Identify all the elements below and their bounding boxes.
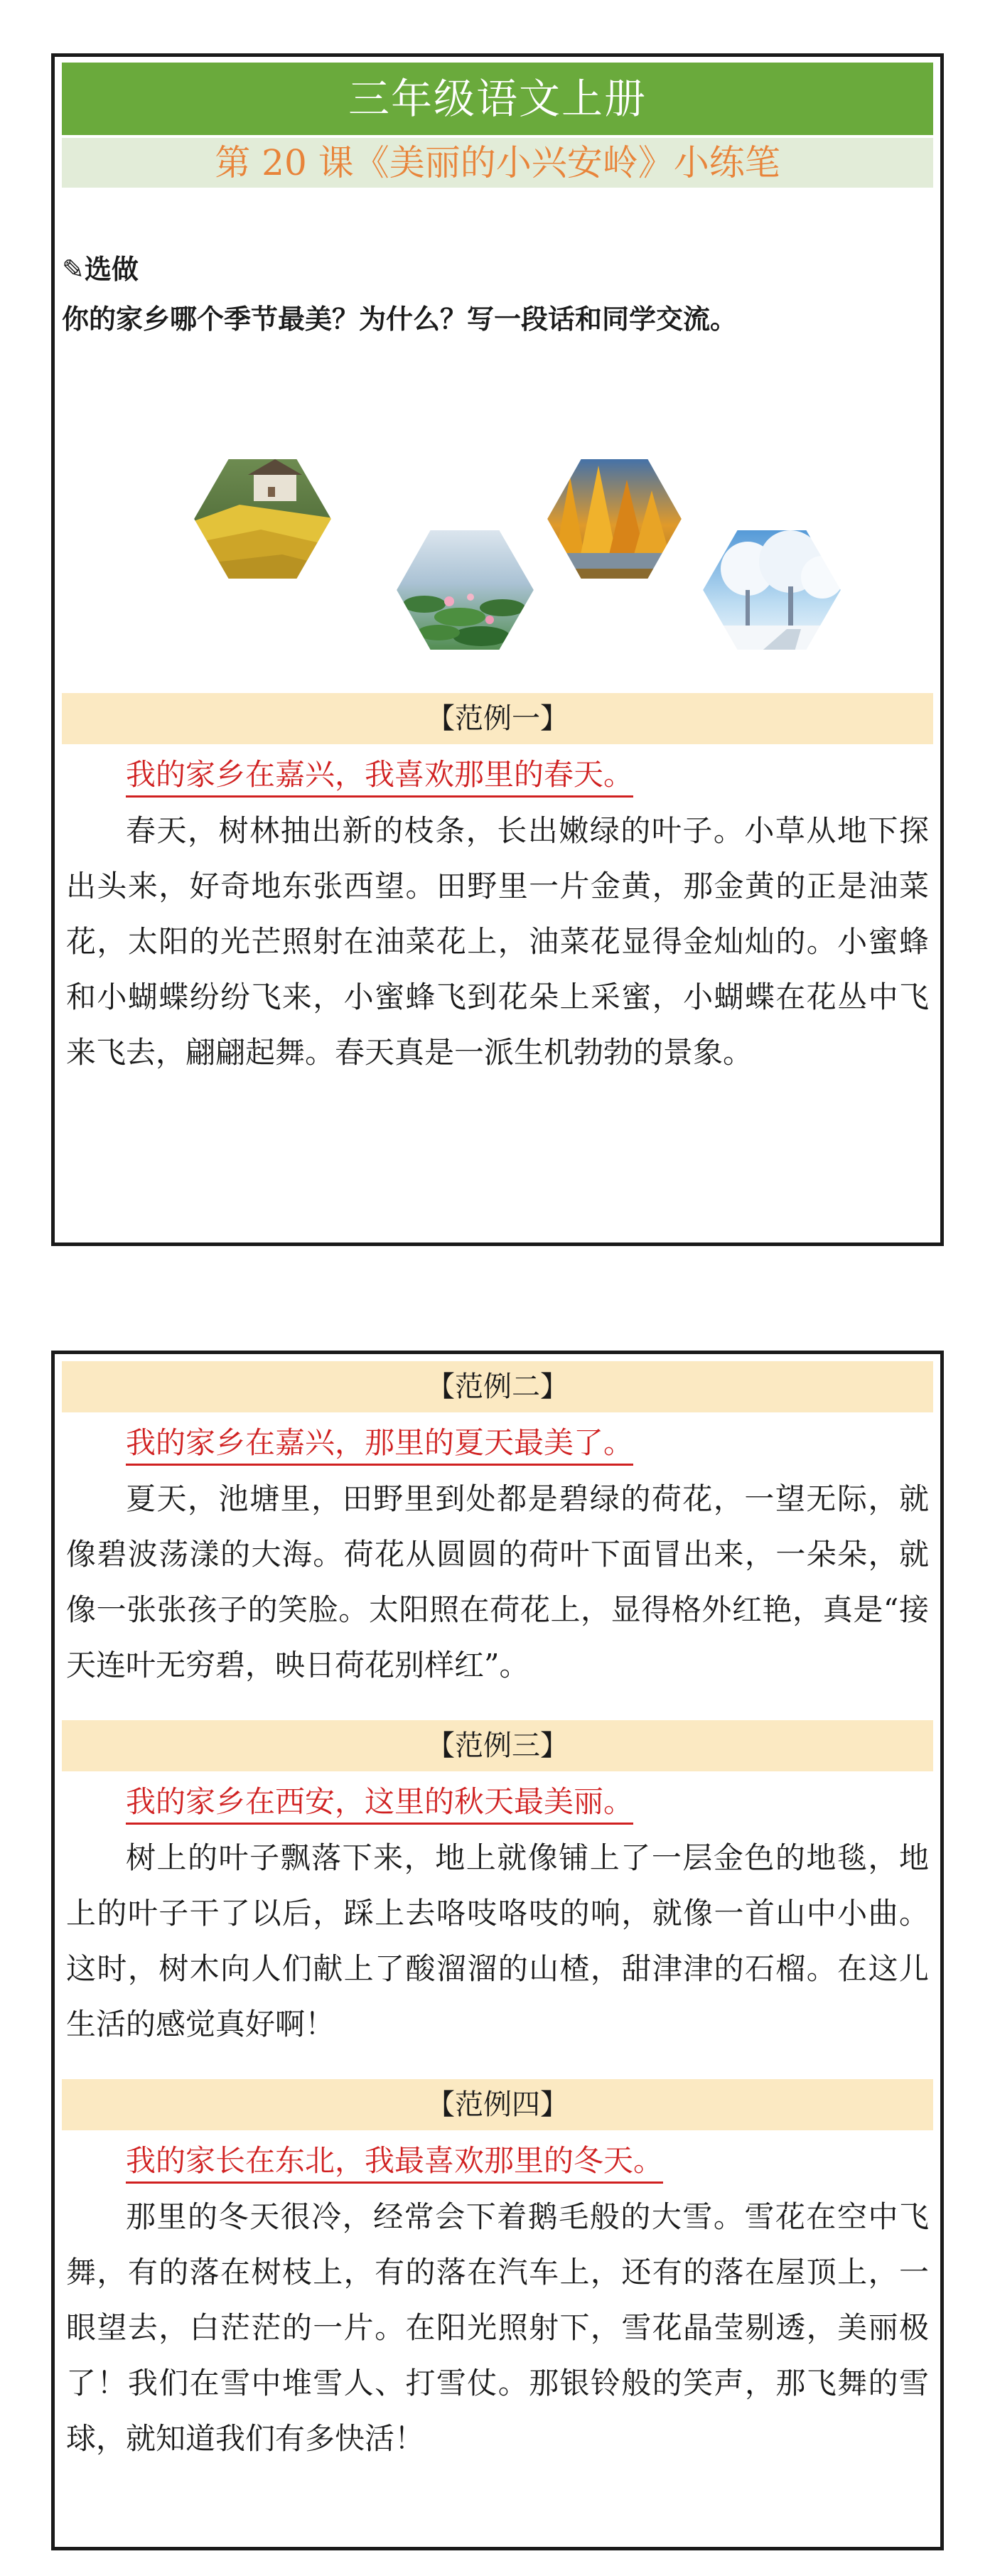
example-2-body: 夏天，池塘里，田野里到处都是碧绿的荷花，一望无际，就像碧波荡漾的大海。荷花从圆圆的荷叶下面冒出来，一朵朵，就像一张张孩子的笑脸。太阳照在荷花上，显得格外红艳，真是“接天连叶无穷碧，映日荷花别样红”。 <box>66 1481 929 1683</box>
example-3-heading: 【范例三】 <box>62 1720 933 1771</box>
example-3-body: 树上的叶子飘落下来，地上就像铺上了一层金色的地毯，地上的叶子干了以后，踩上去咯吱咯吱的响，就像一首山中小曲。这时，树木向人们献上了酸溜溜的山楂，甜津津的石榴。在这儿生活的感觉真好啊！ <box>66 1840 929 2041</box>
example-4-body: 那里的冬天很冷，经常会下着鹅毛般的大雪。雪花在空中飞舞，有的落在树枝上，有的落在汽车上，还有的落在屋顶上，一眼望去，白茫茫的一片。在阳光照射下，雪花晶莹剔透，美丽极了！我们在雪中堆雪人、打雪仗。那银铃般的笑声，那飞舞的雪球，就知道我们有多快活！ <box>66 2199 929 2456</box>
winter-scene <box>698 526 847 654</box>
example-4-topic: 我的家长在东北，我最喜欢那里的冬天。 <box>126 2143 663 2184</box>
page-title: 三年级语文上册 <box>62 63 933 135</box>
example-2-topic: 我的家乡在嘉兴，那里的夏天最美了。 <box>126 1425 633 1466</box>
example-1-heading: 【范例一】 <box>62 693 933 744</box>
example-2-heading: 【范例二】 <box>62 1361 933 1412</box>
summer-scene <box>392 526 542 654</box>
example-3-topic: 我的家乡在西安，这里的秋天最美丽。 <box>126 1784 633 1825</box>
example-1-body: 春天，树林抽出新的枝条，长出嫩绿的叶子。小草从地下探出头来，好奇地东张西望。田野里一片金黄，那金黄的正是油菜花，太阳的光芒照射在油菜花上，油菜花显得金灿灿的。小蜜蜂和小蝴蝶纷纷飞来，小蜜蜂飞到花朵上采蜜，小蝴蝶在花丛中飞来飞去，翩翩起舞。春天真是一派生机勃勃的景象。 <box>66 813 929 1070</box>
worksheet-panel-2 <box>51 1351 944 2550</box>
example-4-heading: 【范例四】 <box>62 2079 933 2130</box>
seasons-hexagon-illustration <box>55 391 940 704</box>
lesson-subtitle: 第 20 课《美丽的小兴安岭》小练笔 <box>62 138 933 188</box>
autumn-scene <box>544 455 686 583</box>
task-prompt: 你的家乡哪个季节最美？为什么？写一段话和同学交流。 <box>62 304 738 335</box>
example-1-topic: 我的家乡在嘉兴，我喜欢那里的春天。 <box>126 757 633 798</box>
optional-task-label: ✎选做 <box>62 254 139 285</box>
worksheet-panel-1 <box>51 53 944 1246</box>
spring-scene <box>190 455 339 583</box>
